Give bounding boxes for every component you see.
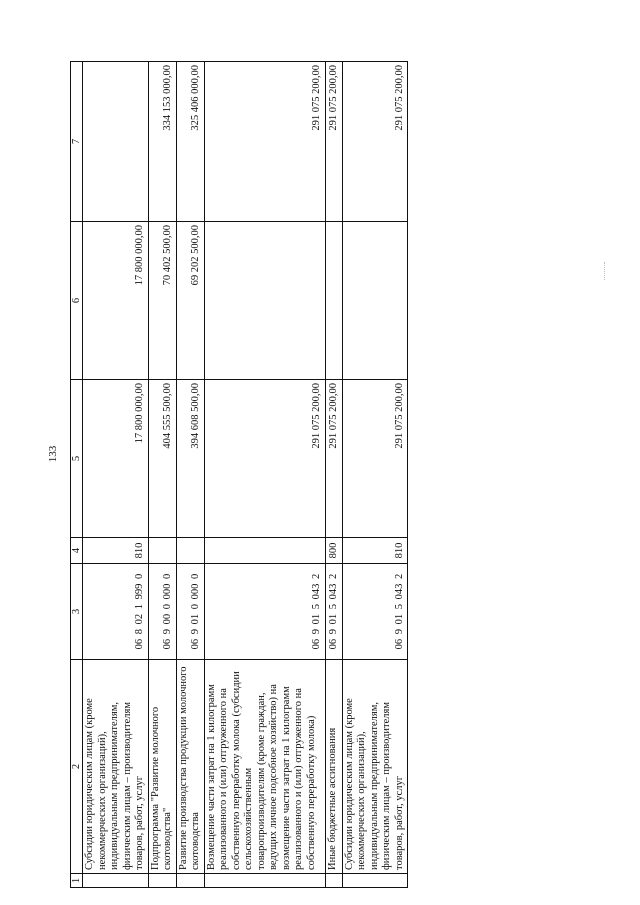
header-col-1: 1 [71,874,83,888]
row-code: 06 8 02 1 999 0 [83,564,149,660]
budget-table-container [70,60,405,890]
row-code: 06 9 01 5 043 2 [342,564,408,660]
row-name: Возмещение части затрат на 1 килограмм реализованного и (или) отгруженного на собственную переработку молока (субсидии сельскохозяйственным товаропроизводителям (кроме граждан, ведущих личное подсобное хозяйство) на возмещение части затрат на 1 килограмм реализованного и (или) отгруженного на собственную переработку молока) [204,660,325,874]
header-col-2: 2 [71,660,83,874]
row-name: Субсидии юридическим лицам (кроме некоммерческих организаций), индивидуальным предпринимателям, физическим лицам – производителям товаров, работ, услуг [83,660,149,874]
row-code: 06 9 01 5 043 2 [204,564,325,660]
row-expense-type [204,538,325,564]
row-amount-6: 70 402 500,00 [148,222,176,380]
row-name: Субсидии юридическим лицам (кроме некоммерческих организаций), индивидуальным предпринимателям, физическим лицам – производителям товаров, работ, услуг [342,660,408,874]
row-amount-5: 291 075 200,00 [342,380,408,538]
row-amount-5: 291 075 200,00 [204,380,325,538]
row-code: 06 9 01 0 000 0 [176,564,204,660]
row-index-cell [83,874,149,888]
table-row [204,62,325,888]
row-name: Иные бюджетные ассигнования [325,660,342,874]
row-index-cell [148,874,176,888]
row-amount-7: 334 153 000,00 [148,62,176,222]
page-number: 133 [47,445,59,463]
table-row [83,62,149,888]
row-amount-5: 394 608 500,00 [176,380,204,538]
row-index-cell [176,874,204,888]
header-row [71,62,83,888]
header-col-7: 7 [71,62,83,222]
rotated-page [70,60,405,890]
row-index-cell [204,874,325,888]
budget-table [70,61,408,888]
table-row [325,62,342,888]
row-amount-7: 291 075 200,00 [342,62,408,222]
row-amount-7: 291 075 200,00 [325,62,342,222]
row-amount-7: 291 075 200,00 [204,62,325,222]
row-amount-6: 17 800 000,00 [83,222,149,380]
header-col-5: 5 [71,380,83,538]
row-expense-type [176,538,204,564]
row-code: 06 9 00 0 000 0 [148,564,176,660]
row-amount-7: 325 406 000,00 [176,62,204,222]
row-amount-5: 17 800 000,00 [83,380,149,538]
header-col-3: 3 [71,564,83,660]
row-code: 06 9 01 5 043 2 [325,564,342,660]
table-row [176,62,204,888]
row-amount-5: 404 555 500,00 [148,380,176,538]
row-amount-6: 69 202 500,00 [176,222,204,380]
table-row [148,62,176,888]
scan-artifact [604,262,608,280]
row-expense-type: 810 [83,538,149,564]
row-amount-6 [204,222,325,380]
row-name: Подпрограмма "Развитие молочного скотоводства" [148,660,176,874]
header-col-6: 6 [71,222,83,380]
row-expense-type: 800 [325,538,342,564]
row-amount-6 [325,222,342,380]
row-amount-7 [83,62,149,222]
header-col-4: 4 [71,538,83,564]
row-amount-5: 291 075 200,00 [325,380,342,538]
row-name: Развитие производства продукции молочного скотоводства [176,660,204,874]
row-expense-type: 810 [342,538,408,564]
row-index-cell [325,874,342,888]
row-expense-type [148,538,176,564]
row-index-cell [342,874,408,888]
row-amount-6 [342,222,408,380]
table-row [342,62,408,888]
